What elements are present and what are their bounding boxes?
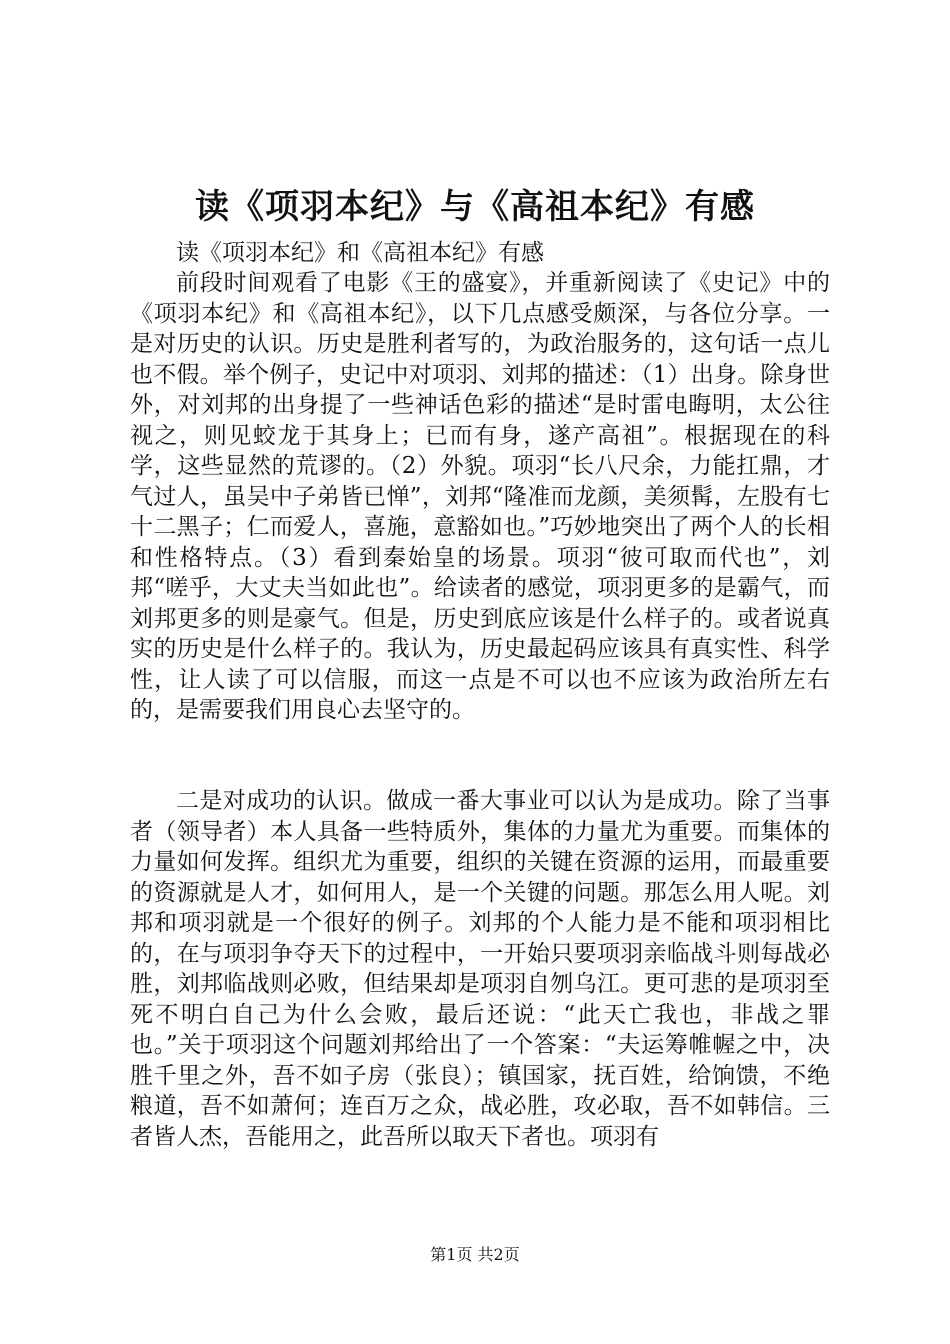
page-footer: 第1页 共2页 [430, 1245, 520, 1264]
paragraph-2: 二是对成功的认识。做成一番大事业可以认为是成功。除了当事者（领导者）本人具备一些特质外，集体的力量尤为重要。而集体的力量如何发挥。组织尤为重要，组织的关键在资源的运用，而最重要的资源就是人才，如何用人，是一个关键的问题。那怎么用人呢。刘邦和项羽就是一个很好的例子。刘邦的个人能力是不能和项羽相比的，在与项羽争夺天下的过程中，一开始只要项羽亲临战斗则每战必胜，刘邦临战则必败，但结果却是项羽自刎乌江。更可悲的是项羽至死不明白自己为什么会败，最后还说：“此天亡我也，非战之罪也。”关于项羽这个问题刘邦给出了一个答案：“夫运筹帷幄之中，决胜千里之外，吾不如子房（张良）；镇国家，抚百姓，给饷馈，不绝粮道，吾不如萧何；连百万之众，战必胜，攻必取，吾不如韩信。三者皆人杰，吾能用之，此吾所以取天下者也。项羽有 [130, 788, 830, 1150]
document-subtitle [130, 238, 830, 269]
paragraph-2-block [130, 786, 830, 1152]
subtitle-line: 读《项羽本纪》和《高祖本纪》有感 [176, 240, 544, 266]
paragraph-1: 前段时间观看了电影《王的盛宴》，并重新阅读了《史记》中的《项羽本纪》和《高祖本纪》，以下几点感受颇深，与各位分享。一是对历史的认识。历史是胜利者写的，为政治服务的，这句话一点儿也不假。举个例子，史记中对项羽、刘邦的描述：（1）出身。除身世外，对刘邦的出身提了一些神话色彩的描述“是时雷电晦明，太公往视之，则见蛟龙于其身上；已而有身，遂产高祖”。根据现在的科学，这些显然的荒谬的。（2）外貌。项羽“长八尺余，力能扛鼎，才气过人，虽吴中子弟皆已惮”，刘邦“隆准而龙颜，美须髯，左股有七十二黑子；仁而爱人，喜施，意豁如也。”巧妙地突出了两个人的长相和性格特点。（3）看到秦始皇的场景。项羽“彼可取而代也”，刘邦“嗟乎，大丈夫当如此也”。给读者的感觉，项羽更多的是霸气，而刘邦更多的则是豪气。但是，历史到底应该是什么样子的。或者说真实的历史是什么样子的。我认为，历史最起码应该具有真实性、科学性，让人读了可以信服，而这一点是不可以也不应该为政治所左右的，是需要我们用良心去坚守的。 [130, 270, 830, 723]
paragraph-1-block [130, 268, 830, 726]
document-title: 读《项羽本纪》与《高祖本纪》有感 [195, 187, 755, 227]
